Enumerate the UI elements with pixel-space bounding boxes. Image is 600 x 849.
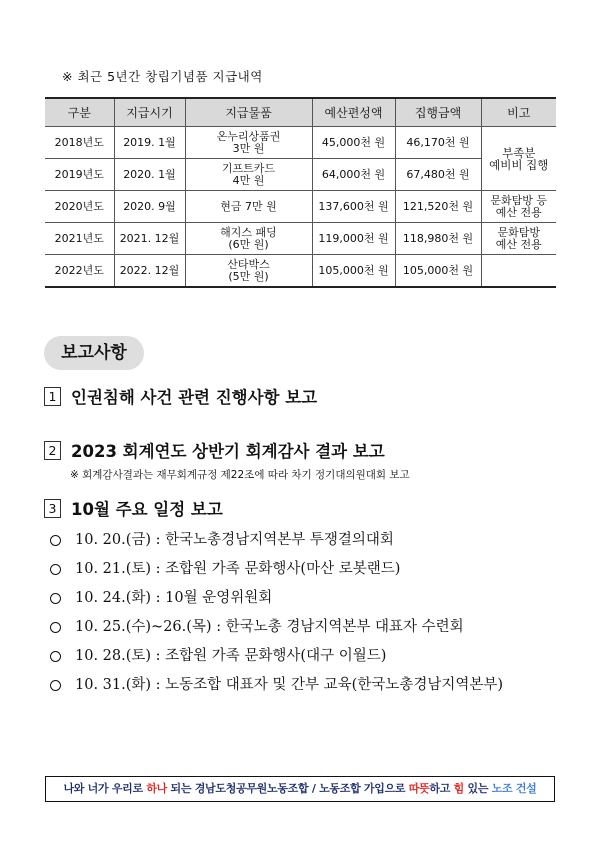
cell-spent: 67,480천 원: [395, 159, 481, 191]
cell-note-merged: 부족분 예비비 집행: [481, 127, 556, 191]
table-row: [45, 255, 556, 288]
item-number-box: 2: [44, 441, 61, 460]
cell-item: 온누리상품권 3만 원: [185, 127, 312, 159]
cell-budget: 45,000천 원: [312, 127, 395, 159]
item-number-box: 3: [44, 499, 61, 518]
cell-budget: 105,000천 원: [312, 255, 395, 288]
report-item-2: [44, 438, 385, 462]
table-row: [45, 223, 556, 255]
gift-history-table: [45, 97, 556, 288]
list-item: [50, 671, 503, 700]
cell-item: 산타박스 (5만 원): [185, 255, 312, 288]
slogan-part: 하고: [429, 782, 454, 795]
report-section-badge: 보고사항: [44, 336, 144, 370]
cell-date: 2020. 9월: [114, 191, 185, 223]
cell-item: 해지스 패딩 (6만 원): [185, 223, 312, 255]
header-note: 비고: [481, 98, 556, 127]
cell-date: 2019. 1월: [114, 127, 185, 159]
slogan-highlight: 힘: [453, 782, 464, 795]
cell-date: 2022. 12월: [114, 255, 185, 288]
circle-bullet-icon: [50, 535, 61, 546]
cell-year: 2022년도: [45, 255, 114, 288]
union-slogan-banner: [45, 776, 555, 802]
list-item: [50, 584, 503, 613]
cell-budget: 137,600천 원: [312, 191, 395, 223]
cell-year: 2020년도: [45, 191, 114, 223]
item-title: 2023 회계연도 상반기 회계감사 결과 보고: [71, 442, 385, 461]
cell-year: 2021년도: [45, 223, 114, 255]
slogan-highlight: 하나: [146, 782, 168, 795]
schedule-text: 10. 25.(수)~26.(목) : 한국노총 경남지역본부 대표자 수련회: [75, 619, 464, 635]
circle-bullet-icon: [50, 622, 61, 633]
slogan-part: 있는: [463, 782, 492, 795]
list-item: [50, 555, 503, 584]
list-item: [50, 526, 503, 555]
item-title: 10월 주요 일정 보고: [71, 500, 223, 519]
schedule-text: 10. 28.(토) : 조합원 가족 문화행사(대구 이월드): [75, 648, 387, 664]
cell-spent: 46,170천 원: [395, 127, 481, 159]
circle-bullet-icon: [50, 593, 61, 604]
october-schedule-list: [50, 526, 503, 700]
table-row: [45, 127, 556, 159]
cell-date: 2021. 12월: [114, 223, 185, 255]
audit-note: ※ 회계감사결과는 재무회계규정 제22조에 따라 차기 정기대의원대회 보고: [70, 469, 410, 481]
schedule-text: 10. 21.(토) : 조합원 가족 문화행사(마산 로봇랜드): [75, 561, 401, 577]
cell-budget: 119,000천 원: [312, 223, 395, 255]
header-spent: 집행금액: [395, 98, 481, 127]
slogan-highlight: 따뜻: [408, 782, 430, 795]
table-row: [45, 191, 556, 223]
report-item-3: [44, 496, 223, 520]
cell-note: 문화탐방 등 예산 전용: [481, 191, 556, 223]
cell-spent: 105,000천 원: [395, 255, 481, 288]
schedule-text: 10. 31.(화) : 노동조합 대표자 및 간부 교육(한국노총경남지역본부): [75, 677, 504, 693]
list-item: [50, 613, 503, 642]
cell-item: 기프트카드 4만 원: [185, 159, 312, 191]
cell-date: 2020. 1월: [114, 159, 185, 191]
circle-bullet-icon: [50, 564, 61, 575]
cell-note: 문화탐방 예산 전용: [481, 223, 556, 255]
cell-spent: 121,520천 원: [395, 191, 481, 223]
table-header-row: [45, 98, 556, 127]
circle-bullet-icon: [50, 651, 61, 662]
slogan-highlight-blue: 노조 건설: [491, 782, 537, 795]
header-budget: 예산편성액: [312, 98, 395, 127]
list-item: [50, 642, 503, 671]
report-item-1: [44, 384, 317, 408]
table-row: [45, 159, 556, 191]
slogan-part: 나와 너가 우리로: [63, 782, 147, 795]
cell-item: 현금 7만 원: [185, 191, 312, 223]
schedule-text: 10. 20.(금) : 한국노총경남지역본부 투쟁결의대회: [75, 532, 394, 548]
cell-year: 2019년도: [45, 159, 114, 191]
cell-budget: 64,000천 원: [312, 159, 395, 191]
history-note: ※ 최근 5년간 창립기념품 지급내역: [62, 69, 263, 84]
circle-bullet-icon: [50, 680, 61, 691]
item-number-box: 1: [44, 387, 61, 406]
cell-note: [481, 255, 556, 288]
cell-spent: 118,980천 원: [395, 223, 481, 255]
header-item: 지급물품: [185, 98, 312, 127]
item-title: 인권침해 사건 관련 진행사항 보고: [71, 388, 318, 407]
header-category: 구분: [45, 98, 114, 127]
header-date: 지급시기: [114, 98, 185, 127]
slogan-part: 되는 경남도청공무원노동조합 / 노동조합 가입으로: [167, 782, 409, 795]
schedule-text: 10. 24.(화) : 10월 운영위원회: [75, 590, 273, 606]
cell-year: 2018년도: [45, 127, 114, 159]
